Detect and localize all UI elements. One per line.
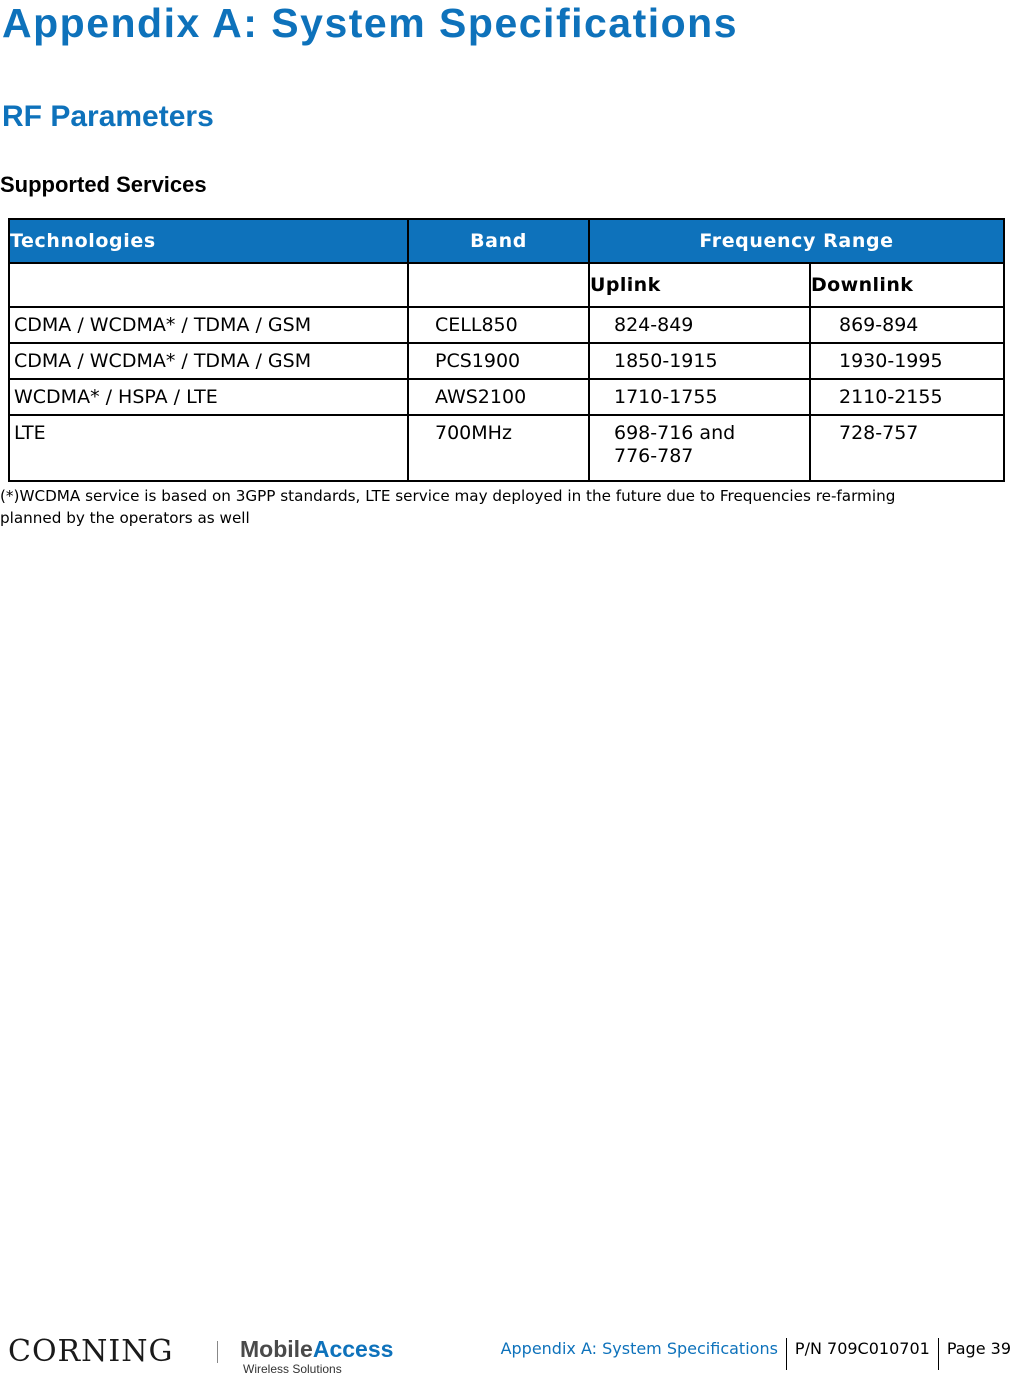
page-title: Appendix A: System Specifications	[2, 0, 739, 46]
cell-band: CELL850	[408, 307, 589, 343]
table-row	[9, 415, 1004, 481]
cell-uplink	[589, 415, 810, 481]
cell-technology: LTE	[9, 415, 408, 481]
cell-uplink: 1850-1915	[589, 343, 810, 379]
subheader-uplink: Uplink	[589, 263, 810, 307]
footer-part-number: P/N 709C010701	[794, 1339, 930, 1358]
cell-band: 700MHz	[408, 415, 589, 481]
cell-downlink: 2110-2155	[810, 379, 1004, 415]
cell-uplink: 824-849	[589, 307, 810, 343]
empty-cell	[408, 263, 589, 307]
logo-tagline: Wireless Solutions	[243, 1362, 342, 1376]
supported-services-table	[8, 218, 1005, 482]
section-heading: RF Parameters	[2, 100, 214, 133]
cell-downlink: 1930-1995	[810, 343, 1004, 379]
logo-mobile-text: Mobile	[240, 1336, 313, 1362]
logo-divider	[217, 1341, 218, 1363]
cell-technology: CDMA / WCDMA* / TDMA / GSM	[9, 343, 408, 379]
cell-technology: WCDMA* / HSPA / LTE	[9, 379, 408, 415]
table-footnote	[0, 485, 1011, 529]
subheader-downlink: Downlink	[810, 263, 1004, 307]
corning-logo: CORNING	[8, 1334, 174, 1369]
table-row	[9, 307, 1004, 343]
page-footer	[0, 1328, 1011, 1376]
cell-downlink: 728-757	[810, 415, 1004, 481]
logo-access-text: Access	[312, 1336, 394, 1362]
table-row	[9, 343, 1004, 379]
cell-downlink: 869-894	[810, 307, 1004, 343]
footnote-line: planned by the operators as well	[0, 509, 250, 527]
table-row	[9, 379, 1004, 415]
col-header-frequency-range: Frequency Range	[589, 219, 1004, 263]
empty-cell	[9, 263, 408, 307]
cell-band: PCS1900	[408, 343, 589, 379]
cell-uplink-line: 698-716 and	[614, 422, 736, 444]
subsection-heading: Supported Services	[0, 172, 207, 197]
mobileaccess-logo	[240, 1336, 393, 1363]
cell-uplink-line: 776-787	[614, 445, 694, 467]
col-header-technologies: Technologies	[9, 219, 408, 263]
table-subheader-row	[9, 263, 1004, 307]
col-header-band: Band	[408, 219, 589, 263]
cell-band: AWS2100	[408, 379, 589, 415]
footer-page-number: Page 39	[946, 1339, 1011, 1358]
footer-info	[493, 1338, 1011, 1370]
cell-uplink: 1710-1755	[589, 379, 810, 415]
cell-technology: CDMA / WCDMA* / TDMA / GSM	[9, 307, 408, 343]
footer-section-title: Appendix A: System Specifications	[500, 1339, 778, 1358]
table-header-row	[9, 219, 1004, 263]
footnote-line: (*)WCDMA service is based on 3GPP standards, LTE service may deployed in the future due to Frequencies re-farming	[0, 487, 896, 505]
